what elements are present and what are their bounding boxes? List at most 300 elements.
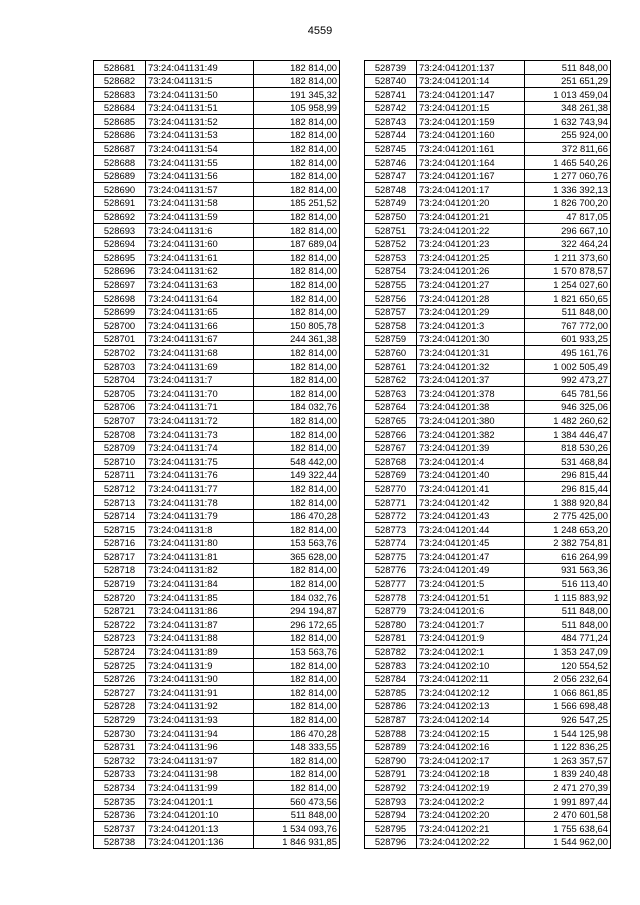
cadastral-value-cell: 1 353 247,09 <box>525 645 611 659</box>
cadastral-value-cell: 531 468,84 <box>525 455 611 469</box>
table-row <box>94 305 340 319</box>
table-row <box>365 509 611 523</box>
record-number-cell: 528709 <box>94 441 146 455</box>
cadastral-number-cell: 73:24:041131:57 <box>146 183 254 197</box>
cadastral-number-cell: 73:24:041201:160 <box>417 128 525 142</box>
record-number-cell: 528790 <box>365 754 417 768</box>
cadastral-number-cell: 73:24:041202:21 <box>417 822 525 836</box>
table-row <box>365 61 611 75</box>
cadastral-number-cell: 73:24:041131:94 <box>146 727 254 741</box>
record-number-cell: 528741 <box>365 88 417 102</box>
table-row <box>94 482 340 496</box>
table-row <box>94 142 340 156</box>
cadastral-number-cell: 73:24:041201:27 <box>417 278 525 292</box>
table-row <box>365 128 611 142</box>
record-number-cell: 528714 <box>94 509 146 523</box>
cadastral-value-cell: 1 755 638,64 <box>525 822 611 836</box>
record-number-cell: 528756 <box>365 292 417 306</box>
table-row <box>94 550 340 564</box>
table-row <box>94 264 340 278</box>
table-row <box>365 795 611 809</box>
record-number-cell: 528736 <box>94 808 146 822</box>
record-number-cell: 528737 <box>94 822 146 836</box>
record-number-cell: 528723 <box>94 631 146 645</box>
cadastral-number-cell: 73:24:041202:19 <box>417 781 525 795</box>
cadastral-number-cell: 73:24:041201:4 <box>417 455 525 469</box>
table-row <box>94 686 340 700</box>
record-number-cell: 528716 <box>94 536 146 550</box>
cadastral-value-cell: 1 544 125,98 <box>525 727 611 741</box>
record-number-cell: 528746 <box>365 156 417 170</box>
table-row <box>94 414 340 428</box>
cadastral-number-cell: 73:24:041131:49 <box>146 61 254 75</box>
cadastral-number-cell: 73:24:041131:93 <box>146 713 254 727</box>
table-row <box>94 61 340 75</box>
cadastral-value-cell: 182 814,00 <box>254 74 340 88</box>
cadastral-number-cell: 73:24:041131:59 <box>146 210 254 224</box>
cadastral-number-cell: 73:24:041201:51 <box>417 591 525 605</box>
record-number-cell: 528773 <box>365 523 417 537</box>
cadastral-number-cell: 73:24:041202:20 <box>417 808 525 822</box>
cadastral-value-cell: 105 958,99 <box>254 101 340 115</box>
cadastral-value-cell: 186 470,28 <box>254 727 340 741</box>
table-row <box>365 496 611 510</box>
record-number-cell: 528681 <box>94 61 146 75</box>
table-row <box>94 101 340 115</box>
record-number-cell: 528789 <box>365 740 417 754</box>
record-number-cell: 528778 <box>365 591 417 605</box>
record-number-cell: 528687 <box>94 142 146 156</box>
cadastral-number-cell: 73:24:041131:91 <box>146 686 254 700</box>
cadastral-value-cell: 1 263 357,57 <box>525 754 611 768</box>
cadastral-value-cell: 1 122 836,25 <box>525 740 611 754</box>
cadastral-value-cell: 818 530,26 <box>525 441 611 455</box>
table-row <box>365 210 611 224</box>
cadastral-number-cell: 73:24:041201:161 <box>417 142 525 156</box>
cadastral-number-cell: 73:24:041131:8 <box>146 523 254 537</box>
record-number-cell: 528762 <box>365 373 417 387</box>
table-row <box>94 237 340 251</box>
table-row <box>365 754 611 768</box>
record-number-cell: 528715 <box>94 523 146 537</box>
cadastral-value-cell: 1 277 060,76 <box>525 169 611 183</box>
cadastral-number-cell: 73:24:041131:72 <box>146 414 254 428</box>
cadastral-number-cell: 73:24:041201:25 <box>417 251 525 265</box>
cadastral-value-cell: 601 933,25 <box>525 332 611 346</box>
record-number-cell: 528749 <box>365 196 417 210</box>
record-number-cell: 528703 <box>94 360 146 374</box>
cadastral-number-cell: 73:24:041131:58 <box>146 196 254 210</box>
cadastral-number-cell: 73:24:041131:65 <box>146 305 254 319</box>
table-row <box>94 455 340 469</box>
cadastral-number-cell: 73:24:041131:97 <box>146 754 254 768</box>
record-number-cell: 528742 <box>365 101 417 115</box>
cadastral-number-cell: 73:24:041201:167 <box>417 169 525 183</box>
cadastral-value-cell: 184 032,76 <box>254 591 340 605</box>
table-row <box>365 523 611 537</box>
cadastral-value-cell: 1 534 093,76 <box>254 822 340 836</box>
cadastral-value-cell: 182 814,00 <box>254 672 340 686</box>
cadastral-value-cell: 931 563,36 <box>525 563 611 577</box>
record-number-cell: 528748 <box>365 183 417 197</box>
table-row <box>94 319 340 333</box>
record-number-cell: 528684 <box>94 101 146 115</box>
cadastral-number-cell: 73:24:041202:1 <box>417 645 525 659</box>
record-number-cell: 528788 <box>365 727 417 741</box>
record-number-cell: 528776 <box>365 563 417 577</box>
cadastral-number-cell: 73:24:041131:79 <box>146 509 254 523</box>
cadastral-number-cell: 73:24:041131:84 <box>146 577 254 591</box>
table-row <box>365 591 611 605</box>
table-row <box>365 482 611 496</box>
table-row <box>94 88 340 102</box>
table-row <box>365 699 611 713</box>
record-number-cell: 528781 <box>365 631 417 645</box>
cadastral-number-cell: 73:24:041131:88 <box>146 631 254 645</box>
table-row <box>365 278 611 292</box>
table-row <box>365 169 611 183</box>
record-number-cell: 528720 <box>94 591 146 605</box>
table-row <box>365 550 611 564</box>
record-number-cell: 528793 <box>365 795 417 809</box>
record-number-cell: 528747 <box>365 169 417 183</box>
cadastral-value-cell: 616 264,99 <box>525 550 611 564</box>
cadastral-value-cell: 294 194,87 <box>254 604 340 618</box>
cadastral-value-cell: 1 826 700,20 <box>525 196 611 210</box>
record-number-cell: 528729 <box>94 713 146 727</box>
cadastral-number-cell: 73:24:041201:137 <box>417 61 525 75</box>
cadastral-number-cell: 73:24:041201:40 <box>417 468 525 482</box>
cadastral-number-cell: 73:24:041201:136 <box>146 835 254 849</box>
cadastral-number-cell: 73:24:041131:96 <box>146 740 254 754</box>
cadastral-value-cell: 182 814,00 <box>254 699 340 713</box>
record-number-cell: 528775 <box>365 550 417 564</box>
cadastral-value-cell: 185 251,52 <box>254 196 340 210</box>
cadastral-number-cell: 73:24:041131:67 <box>146 332 254 346</box>
cadastral-number-cell: 73:24:041131:76 <box>146 468 254 482</box>
cadastral-value-cell: 153 563,76 <box>254 536 340 550</box>
record-number-cell: 528689 <box>94 169 146 183</box>
cadastral-value-cell: 182 814,00 <box>254 659 340 673</box>
record-number-cell: 528692 <box>94 210 146 224</box>
table-row <box>94 604 340 618</box>
cadastral-number-cell: 73:24:041201:30 <box>417 332 525 346</box>
cadastral-value-cell: 149 322,44 <box>254 468 340 482</box>
cadastral-number-cell: 73:24:041131:56 <box>146 169 254 183</box>
cadastral-value-cell: 1 388 920,84 <box>525 496 611 510</box>
cadastral-value-cell: 946 325,06 <box>525 400 611 414</box>
table-row <box>365 727 611 741</box>
table-row <box>94 251 340 265</box>
table-row <box>365 292 611 306</box>
table-row <box>94 360 340 374</box>
cadastral-value-cell: 182 814,00 <box>254 183 340 197</box>
cadastral-value-cell: 1 336 392,13 <box>525 183 611 197</box>
page-number: 4559 <box>307 25 333 37</box>
table-row <box>365 101 611 115</box>
cadastral-value-cell: 47 817,05 <box>525 210 611 224</box>
cadastral-number-cell: 73:24:041201:14 <box>417 74 525 88</box>
record-number-cell: 528767 <box>365 441 417 455</box>
table-row <box>365 264 611 278</box>
cadastral-value-cell: 511 848,00 <box>525 618 611 632</box>
table-row <box>94 346 340 360</box>
cadastral-number-cell: 73:24:041131:99 <box>146 781 254 795</box>
cadastral-number-cell: 73:24:041201:29 <box>417 305 525 319</box>
table-row <box>94 156 340 170</box>
table-row <box>94 591 340 605</box>
cadastral-value-cell: 548 442,00 <box>254 455 340 469</box>
record-number-cell: 528711 <box>94 468 146 482</box>
cadastral-number-cell: 73:24:041131:50 <box>146 88 254 102</box>
record-number-cell: 528726 <box>94 672 146 686</box>
table-row <box>365 224 611 238</box>
record-number-cell: 528688 <box>94 156 146 170</box>
cadastral-number-cell: 73:24:041201:7 <box>417 618 525 632</box>
table-row <box>94 659 340 673</box>
table-row <box>365 659 611 673</box>
table-row <box>94 496 340 510</box>
cadastral-value-cell: 322 464,24 <box>525 237 611 251</box>
cadastral-number-cell: 73:24:041201:41 <box>417 482 525 496</box>
cadastral-value-cell: 2 470 601,58 <box>525 808 611 822</box>
cadastral-number-cell: 73:24:041201:6 <box>417 604 525 618</box>
table-row <box>94 767 340 781</box>
table-row <box>94 128 340 142</box>
table-row <box>94 795 340 809</box>
cadastral-number-cell: 73:24:041131:60 <box>146 237 254 251</box>
table-row <box>94 224 340 238</box>
record-number-cell: 528763 <box>365 387 417 401</box>
table-row <box>94 428 340 442</box>
cadastral-number-cell: 73:24:041201:378 <box>417 387 525 401</box>
cadastral-number-cell: 73:24:041131:89 <box>146 645 254 659</box>
record-number-cell: 528768 <box>365 455 417 469</box>
record-number-cell: 528693 <box>94 224 146 238</box>
cadastral-value-cell: 1 846 931,85 <box>254 835 340 849</box>
cadastral-number-cell: 73:24:041201:17 <box>417 183 525 197</box>
cadastral-number-cell: 73:24:041201:44 <box>417 523 525 537</box>
cadastral-number-cell: 73:24:041202:12 <box>417 686 525 700</box>
cadastral-number-cell: 73:24:041201:22 <box>417 224 525 238</box>
cadastral-number-cell: 73:24:041201:38 <box>417 400 525 414</box>
table-row <box>365 156 611 170</box>
record-number-cell: 528725 <box>94 659 146 673</box>
record-number-cell: 528734 <box>94 781 146 795</box>
record-number-cell: 528690 <box>94 183 146 197</box>
cadastral-number-cell: 73:24:041131:62 <box>146 264 254 278</box>
table-row <box>365 414 611 428</box>
cadastral-number-cell: 73:24:041201:49 <box>417 563 525 577</box>
cadastral-value-cell: 182 814,00 <box>254 210 340 224</box>
cadastral-value-cell: 1 066 861,85 <box>525 686 611 700</box>
cadastral-table-left <box>93 60 340 849</box>
cadastral-value-cell: 182 814,00 <box>254 142 340 156</box>
cadastral-number-cell: 73:24:041201:3 <box>417 319 525 333</box>
table-row <box>365 767 611 781</box>
cadastral-value-cell: 767 772,00 <box>525 319 611 333</box>
cadastral-number-cell: 73:24:041202:17 <box>417 754 525 768</box>
record-number-cell: 528710 <box>94 455 146 469</box>
record-number-cell: 528731 <box>94 740 146 754</box>
cadastral-value-cell: 244 361,38 <box>254 332 340 346</box>
record-number-cell: 528700 <box>94 319 146 333</box>
table-row <box>365 536 611 550</box>
record-number-cell: 528765 <box>365 414 417 428</box>
cadastral-number-cell: 73:24:041131:81 <box>146 550 254 564</box>
table-row <box>365 74 611 88</box>
table-row <box>365 387 611 401</box>
cadastral-value-cell: 182 814,00 <box>254 387 340 401</box>
cadastral-value-cell: 182 814,00 <box>254 482 340 496</box>
cadastral-number-cell: 73:24:041131:75 <box>146 455 254 469</box>
table-row <box>94 169 340 183</box>
record-number-cell: 528698 <box>94 292 146 306</box>
cadastral-number-cell: 73:24:041131:66 <box>146 319 254 333</box>
cadastral-value-cell: 191 345,32 <box>254 88 340 102</box>
cadastral-number-cell: 73:24:041131:54 <box>146 142 254 156</box>
cadastral-value-cell: 1 544 962,00 <box>525 835 611 849</box>
cadastral-number-cell: 73:24:041131:71 <box>146 400 254 414</box>
record-number-cell: 528783 <box>365 659 417 673</box>
table-row <box>94 196 340 210</box>
cadastral-number-cell: 73:24:041201:26 <box>417 264 525 278</box>
table-row <box>94 468 340 482</box>
record-number-cell: 528780 <box>365 618 417 632</box>
table-row <box>365 835 611 849</box>
record-number-cell: 528755 <box>365 278 417 292</box>
record-number-cell: 528764 <box>365 400 417 414</box>
table-row <box>94 699 340 713</box>
cadastral-number-cell: 73:24:041202:15 <box>417 727 525 741</box>
record-number-cell: 528784 <box>365 672 417 686</box>
table-row <box>365 618 611 632</box>
table-row <box>365 319 611 333</box>
cadastral-value-cell: 2 382 754,81 <box>525 536 611 550</box>
cadastral-value-cell: 1 632 743,94 <box>525 115 611 129</box>
table-row <box>94 115 340 129</box>
cadastral-value-cell: 182 814,00 <box>254 264 340 278</box>
record-number-cell: 528695 <box>94 251 146 265</box>
cadastral-number-cell: 73:24:041202:13 <box>417 699 525 713</box>
cadastral-value-cell: 484 771,24 <box>525 631 611 645</box>
table-row <box>365 400 611 414</box>
cadastral-number-cell: 73:24:041201:9 <box>417 631 525 645</box>
cadastral-number-cell: 73:24:041201:31 <box>417 346 525 360</box>
cadastral-value-cell: 511 848,00 <box>525 61 611 75</box>
record-number-cell: 528760 <box>365 346 417 360</box>
record-number-cell: 528685 <box>94 115 146 129</box>
table-row <box>94 822 340 836</box>
table-row <box>365 822 611 836</box>
record-number-cell: 528752 <box>365 237 417 251</box>
cadastral-number-cell: 73:24:041201:39 <box>417 441 525 455</box>
cadastral-value-cell: 1 566 698,48 <box>525 699 611 713</box>
cadastral-value-cell: 182 814,00 <box>254 128 340 142</box>
table-row <box>365 183 611 197</box>
record-number-cell: 528728 <box>94 699 146 713</box>
record-number-cell: 528732 <box>94 754 146 768</box>
cadastral-number-cell: 73:24:041131:55 <box>146 156 254 170</box>
record-number-cell: 528730 <box>94 727 146 741</box>
cadastral-value-cell: 182 814,00 <box>254 346 340 360</box>
record-number-cell: 528735 <box>94 795 146 809</box>
table-row <box>94 808 340 822</box>
table-row <box>365 686 611 700</box>
cadastral-number-cell: 73:24:041201:32 <box>417 360 525 374</box>
cadastral-number-cell: 73:24:041201:23 <box>417 237 525 251</box>
cadastral-number-cell: 73:24:041201:20 <box>417 196 525 210</box>
cadastral-number-cell: 73:24:041201:47 <box>417 550 525 564</box>
table-row <box>94 74 340 88</box>
record-number-cell: 528745 <box>365 142 417 156</box>
cadastral-number-cell: 73:24:041201:380 <box>417 414 525 428</box>
cadastral-value-cell: 1 991 897,44 <box>525 795 611 809</box>
record-number-cell: 528707 <box>94 414 146 428</box>
cadastral-number-cell: 73:24:041131:5 <box>146 74 254 88</box>
cadastral-value-cell: 1 002 505,49 <box>525 360 611 374</box>
cadastral-value-cell: 2 056 232,64 <box>525 672 611 686</box>
record-number-cell: 528796 <box>365 835 417 849</box>
table-row <box>365 740 611 754</box>
table-row <box>94 754 340 768</box>
cadastral-value-cell: 182 814,00 <box>254 428 340 442</box>
table-row <box>94 523 340 537</box>
cadastral-number-cell: 73:24:041201:28 <box>417 292 525 306</box>
cadastral-value-cell: 182 814,00 <box>254 496 340 510</box>
cadastral-number-cell: 73:24:041202:16 <box>417 740 525 754</box>
cadastral-value-cell: 182 814,00 <box>254 631 340 645</box>
table-row <box>365 645 611 659</box>
cadastral-value-cell: 495 161,76 <box>525 346 611 360</box>
record-number-cell: 528770 <box>365 482 417 496</box>
cadastral-value-cell: 560 473,56 <box>254 795 340 809</box>
table-row <box>365 196 611 210</box>
record-number-cell: 528772 <box>365 509 417 523</box>
record-number-cell: 528733 <box>94 767 146 781</box>
record-number-cell: 528744 <box>365 128 417 142</box>
record-number-cell: 528758 <box>365 319 417 333</box>
record-number-cell: 528705 <box>94 387 146 401</box>
record-number-cell: 528706 <box>94 400 146 414</box>
cadastral-value-cell: 296 815,44 <box>525 482 611 496</box>
cadastral-number-cell: 73:24:041131:80 <box>146 536 254 550</box>
record-number-cell: 528757 <box>365 305 417 319</box>
cadastral-value-cell: 182 814,00 <box>254 563 340 577</box>
table-row <box>365 441 611 455</box>
record-number-cell: 528691 <box>94 196 146 210</box>
record-number-cell: 528686 <box>94 128 146 142</box>
table-row <box>365 781 611 795</box>
cadastral-value-cell: 251 651,29 <box>525 74 611 88</box>
cadastral-number-cell: 73:24:041201:37 <box>417 373 525 387</box>
record-number-cell: 528751 <box>365 224 417 238</box>
cadastral-number-cell: 73:24:041131:51 <box>146 101 254 115</box>
record-number-cell: 528785 <box>365 686 417 700</box>
cadastral-value-cell: 182 814,00 <box>254 686 340 700</box>
table-row <box>94 332 340 346</box>
cadastral-number-cell: 73:24:041202:11 <box>417 672 525 686</box>
cadastral-value-cell: 926 547,25 <box>525 713 611 727</box>
table-row <box>94 727 340 741</box>
record-number-cell: 528766 <box>365 428 417 442</box>
table-row <box>365 631 611 645</box>
cadastral-number-cell: 73:24:041131:74 <box>146 441 254 455</box>
cadastral-number-cell: 73:24:041131:6 <box>146 224 254 238</box>
cadastral-number-cell: 73:24:041201:15 <box>417 101 525 115</box>
record-number-cell: 528694 <box>94 237 146 251</box>
cadastral-number-cell: 73:24:041201:13 <box>146 822 254 836</box>
